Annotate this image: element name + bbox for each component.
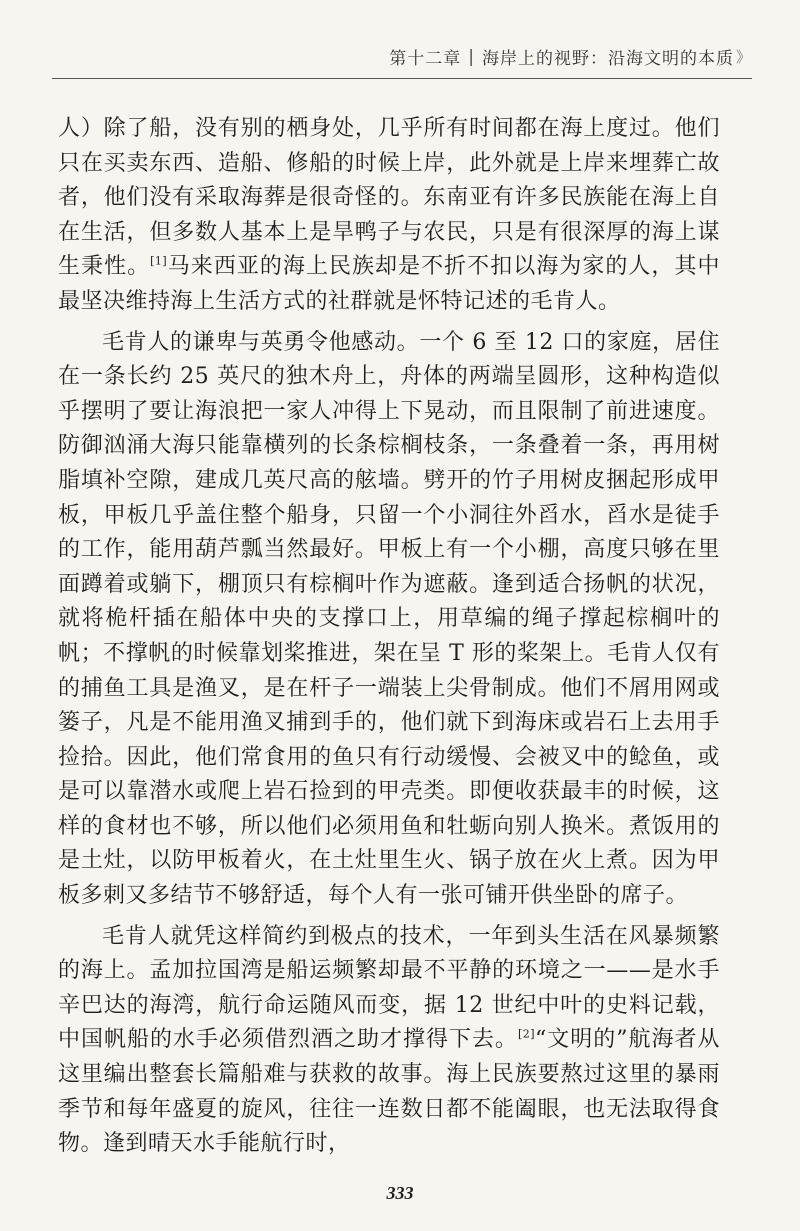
paragraph-3-text-b: “文明的”航海者从这里编出整套长篇船难与获救的故事。海上民族要熬过这里的暴雨季节和每年盛夏的旋风，往往一连数日都不能阖眼，也无法取得食物。逢到晴天水手能航行时， bbox=[58, 1027, 720, 1157]
chapter-label: 第十二章 bbox=[389, 49, 462, 69]
paragraph-3-text-a: 毛肯人就凭这样简约到极点的技术，一年到头生活在风暴频繁的海上。孟加拉国湾是船运频繁却最不平静的环境之一——是水手辛巴达的海湾，航行命运随风而变，据 12 世纪中叶的史料记载，中国帆船的水手必须借烈酒之助才撑得下去。 bbox=[58, 923, 720, 1053]
chapter-title: 海岸上的视野：沿海文明的本质 bbox=[481, 49, 734, 69]
paragraph-3 bbox=[58, 920, 720, 1162]
running-header bbox=[389, 44, 752, 69]
page-number: 333 bbox=[386, 1183, 414, 1203]
footnote-ref-1[interactable]: [1] bbox=[150, 255, 168, 269]
header-divider bbox=[52, 78, 752, 79]
paragraph-2: 毛肯人的谦卑与英勇令他感动。一个 6 至 12 口的家庭，居住在一条长约 25 英尺的独木舟上，舟体的两端呈圆形，这种构造似乎摆明了要让海浪把一家人冲得上下晃动，而且限制了前进速度。防御汹涌大海只能靠横列的长条棕榈枝条，一条叠着一条，再用树脂填补空隙，建成几英尺高的舷墙。劈开的竹子用树皮捆起形成甲板，甲板几乎盖住整个船身，只留一个小洞往外舀水，舀水是徒手的工作，能用葫芦瓢当然最好。甲板上有一个小棚，高度只够在里面蹲着或躺下，棚顶只有棕榈叶作为遮蔽。逢到适合扬帆的状况，就将桅杆插在船体中央的支撑口上，用草编的绳子撑起棕榈叶的帆；不撑帆的时候靠划桨推进，架在呈 T 形的桨架上。毛肯人仅有的捕鱼工具是渔叉，是在杆子一端装上尖骨制成。他们不屑用网或篓子，凡是不能用渔叉捕到手的，他们就下到海床或岩石上去用手捡拾。因此，他们常食用的鱼只有行动缓慢、会被叉中的鲶鱼，或是可以靠潜水或爬上岩石捡到的甲壳类。即便收获最丰的时候，这样的食材也不够，所以他们必须用鱼和牡蛎向别人换米。煮饭用的是土灶，以防甲板着火，在土灶里生火、锅子放在火上煮。因为甲板多刺又多结节不够舒适，每个人有一张可铺开供坐卧的席子。 bbox=[58, 329, 720, 909]
paragraph-1-text-b: 马来西亚的海上民族却是不折不扣以海为家的人，其中最坚决维持海上生活方式的社群就是怀特记述的毛肯人。 bbox=[58, 254, 720, 314]
body-text bbox=[58, 112, 720, 1168]
paragraph-1 bbox=[58, 112, 720, 320]
paragraph-1-text-a: 人）除了船，没有别的栖身处，几乎所有时间都在海上度过。他们只在买卖东西、造船、修船的时候上岸，此外就是上岸来埋葬亡故者，他们没有采取海葬是很奇怪的。东南亚有许多民族能在海上自在生活，但多数人基本上是旱鸭子与农民，只是有很深厚的海上谋生秉性。 bbox=[58, 116, 720, 280]
footnote-ref-2[interactable]: [2] bbox=[517, 1028, 536, 1042]
double-chevron-right-icon: 》 bbox=[735, 48, 752, 66]
header-separator: | bbox=[468, 46, 475, 67]
